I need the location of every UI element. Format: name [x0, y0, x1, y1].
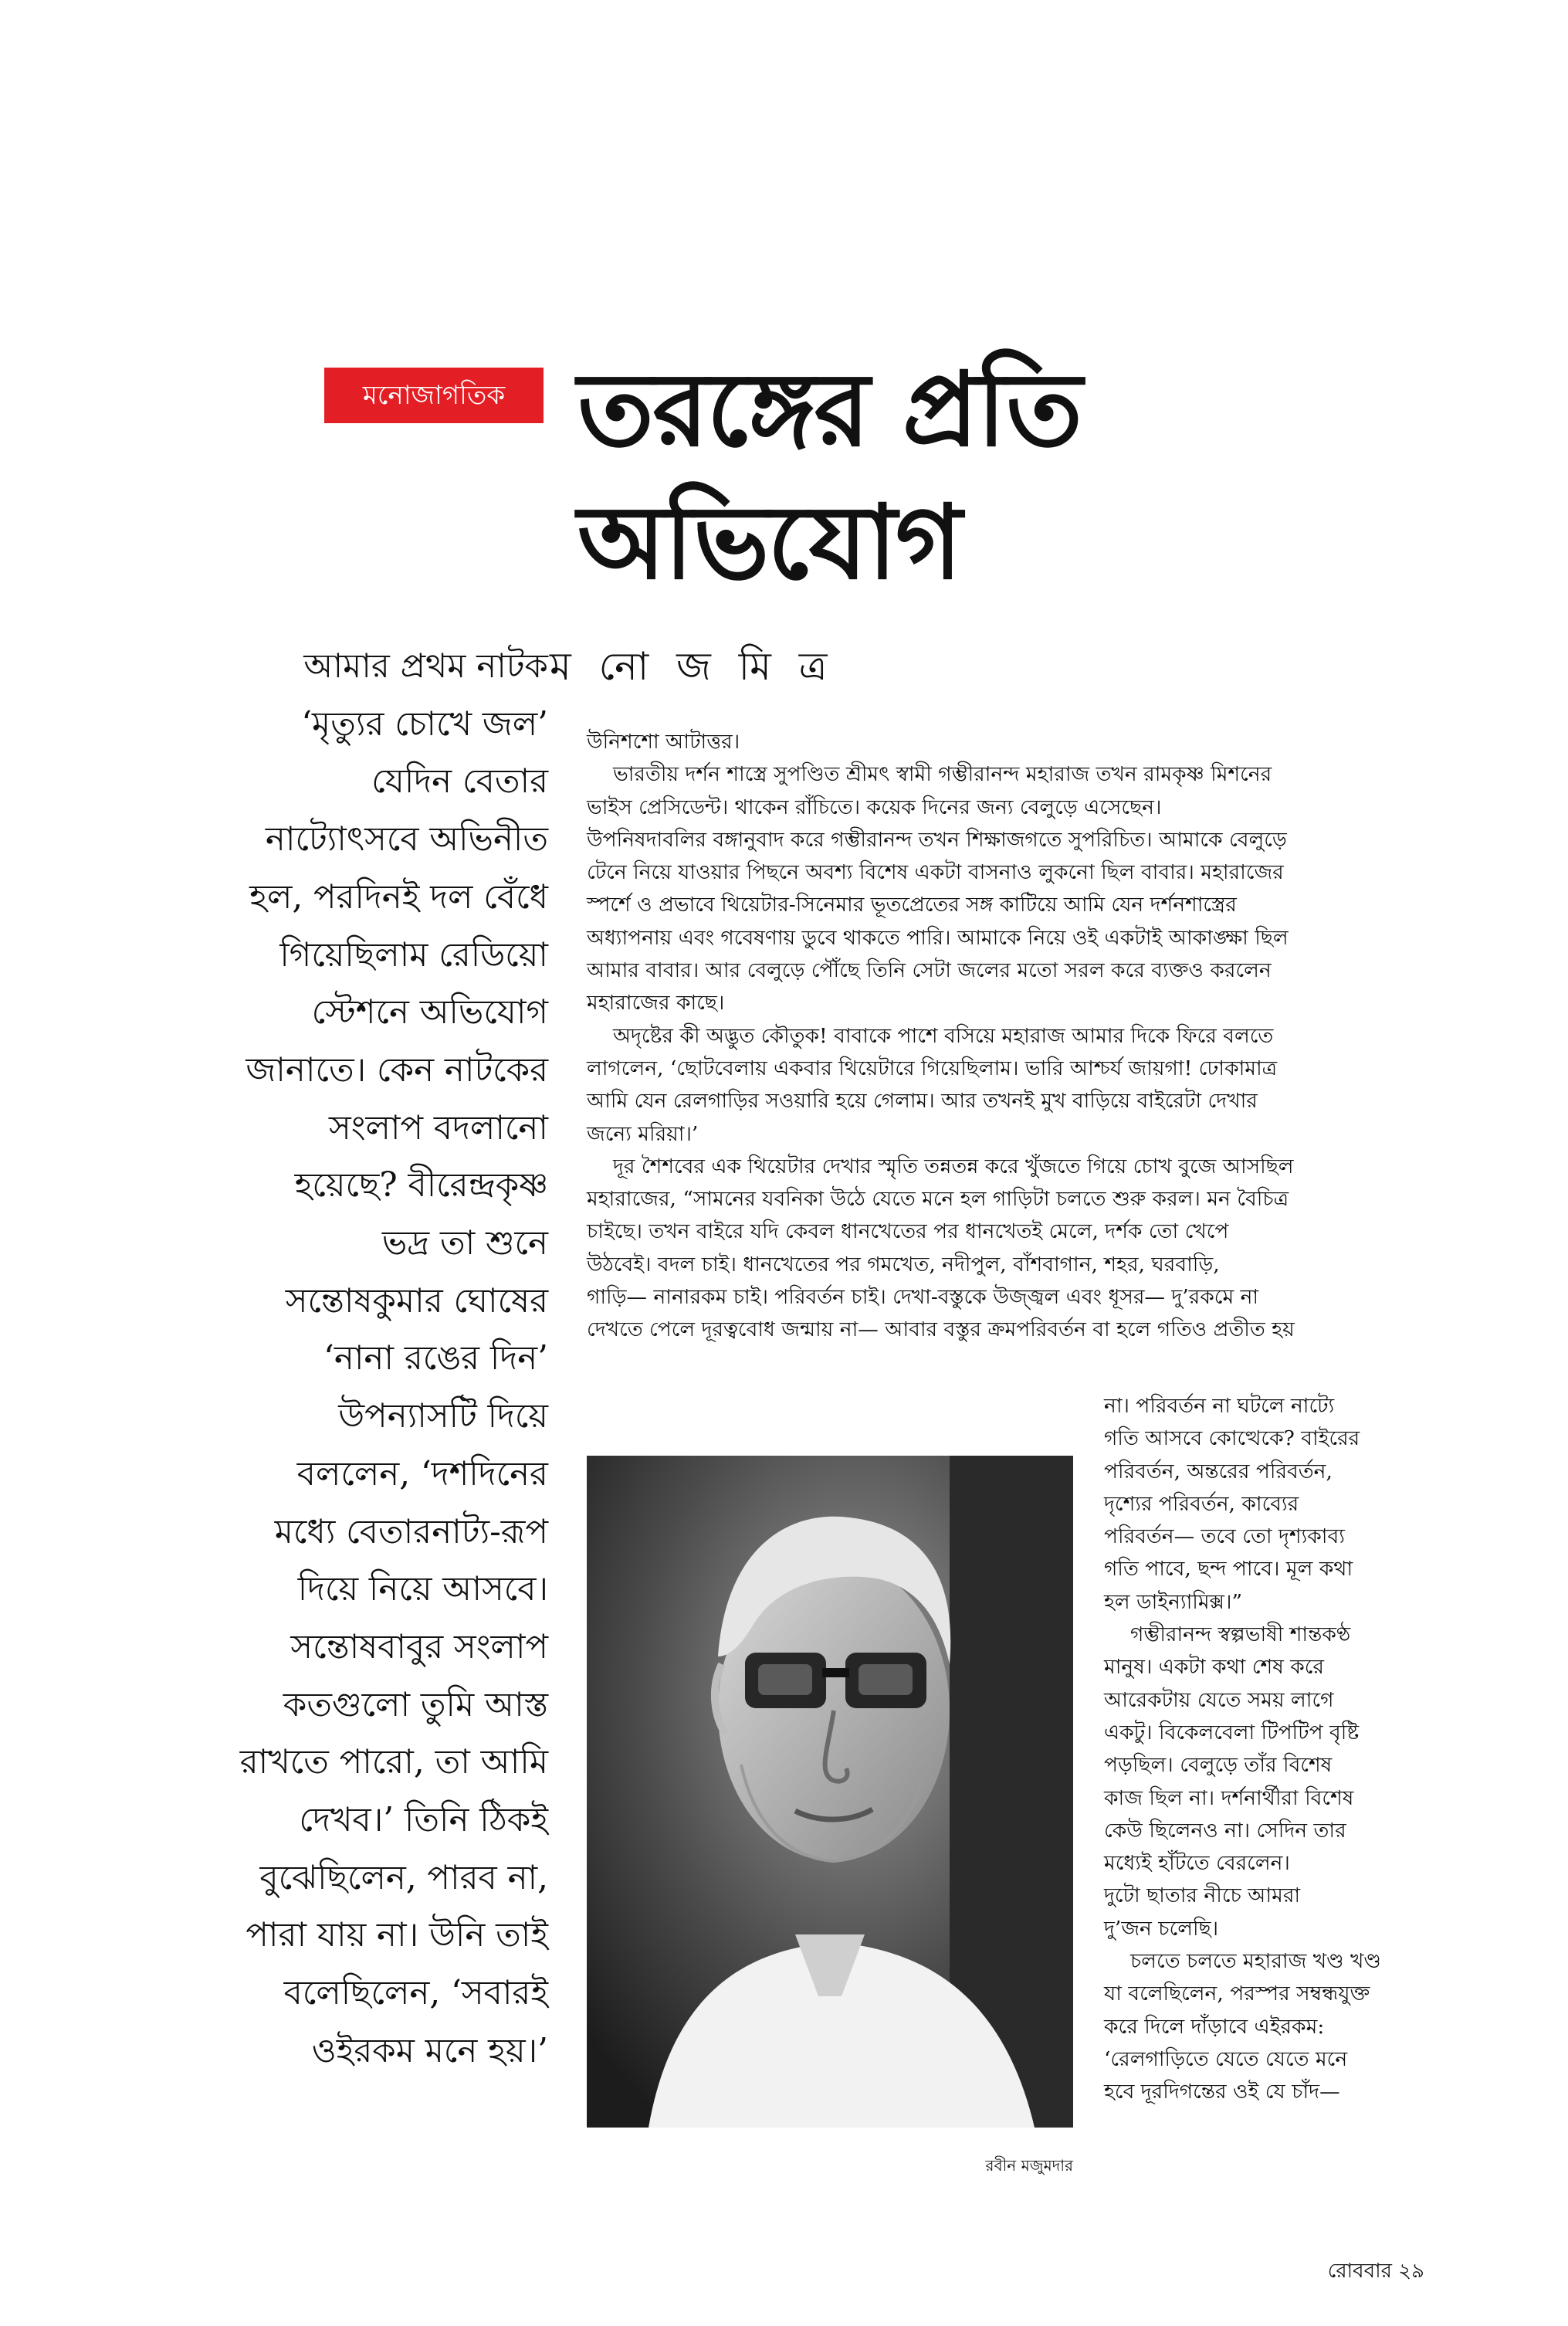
body-line: অদৃষ্টের কী অদ্ভুত কৌতুক! বাবাকে পাশে বসিয়ে মহারাজ আমার দিকে ফিরে বলতে: [613, 1023, 1274, 1048]
body-line: দু’জন চলেছি।: [1104, 1916, 1219, 1941]
body-line: ভারতীয় দর্শন শাস্ত্রে সুপণ্ডিত শ্রীমৎ স্বামী গম্ভীরানন্দ মহারাজ তখন রামকৃষ্ণ মিশনের: [613, 762, 1272, 787]
pullquote-line: স্টেশনে অভিযোগ: [311, 993, 548, 1032]
headline-line-1: তরঙ্গের প্রতি: [577, 350, 1082, 470]
body-line: মহারাজের কাছে।: [587, 991, 725, 1016]
portrait-photo: [587, 1456, 1073, 2128]
body-line: চাইছে। তখন বাইরে যদি কেবল ধানখেতের পর ধানখেতই মেলে, দর্শক তো খেপে: [587, 1219, 1229, 1244]
body-line: কেউ ছিলেনও না। সেদিন তার: [1104, 1818, 1346, 1843]
body-line: কাজ ছিল না। দর্শনার্থীরা বিশেষ: [1104, 1785, 1354, 1810]
body-line: গম্ভীরানন্দ স্বল্পভাষী শান্তকণ্ঠ: [1130, 1622, 1351, 1647]
pullquote: [154, 638, 548, 2080]
body-line: একটু। বিকেলবেলা টিপটিপ বৃষ্টি: [1104, 1720, 1360, 1744]
body-line: পড়ছিল। বেলুড়ে তাঁর বিশেষ: [1104, 1753, 1333, 1778]
body-line: গতি আসবে কোত্থেকে? বাইরের: [1104, 1426, 1360, 1451]
body-line: উঠবেই। বদল চাই। ধানখেতের পর গমখেত, নদীপুল, বাঁশবাগান, শহর, ঘরবাড়ি,: [587, 1252, 1220, 1277]
pullquote-line: সংলাপ বদলানো: [329, 1108, 548, 1148]
pullquote-line: ভদ্র তা শুনে: [381, 1224, 548, 1263]
body-line: মহারাজের, “সামনের যবনিকা উঠে যেতে মনে হল গাড়িটা চলতে শুরু করল। মন বৈচিত্র: [587, 1187, 1289, 1212]
pullquote-line: ‘মৃত্যুর চোখে জল’: [301, 704, 548, 744]
body-line: হল ডাইন্যামিক্স।”: [1104, 1589, 1243, 1614]
body-line: গতি পাবে, ছন্দ পাবে। মূল কথা: [1104, 1557, 1353, 1582]
body-line: আমি যেন রেলগাড়ির সওয়ারি হয়ে গেলাম। আর তখনই মুখ বাড়িয়ে বাইরেটা দেখার: [587, 1089, 1258, 1114]
body-line: জন্যে মরিয়া।’: [587, 1121, 699, 1146]
body-line: লাগলেন, ‘ছোটবেলায় একবার থিয়েটারে গিয়েছিলাম। ভারি আশ্চর্য জায়গা! ঢোকামাত্র: [587, 1056, 1278, 1080]
body-line: দৃশ্যের পরিবর্তন, কাব্যের: [1104, 1491, 1299, 1516]
pullquote-line: ওইরকম মনে হয়।’: [311, 2031, 548, 2070]
body-line: পরিবর্তন— তবে তো দৃশ্যকাব্য: [1104, 1524, 1345, 1549]
pullquote-line: নাট্যোৎসবে অভিনীত: [265, 820, 548, 860]
pullquote-line: আমার প্রথম নাটক: [303, 647, 548, 686]
body-line: ভাইস প্রেসিডেন্ট। থাকেন রাঁচিতে। কয়েক দিনের জন্য বেলুড়ে এসেছেন।: [587, 795, 1162, 819]
page-footer: রোববার ২৯: [1327, 2260, 1424, 2283]
portrait-illustration: [587, 1456, 1073, 2128]
body-line: দুটো ছাতার নীচে আমরা: [1104, 1884, 1301, 1908]
pullquote-line: হল, পরদিনই দল বেঁধে: [249, 877, 548, 917]
body-line: না। পরিবর্তন না ঘটলে নাট্যে: [1104, 1394, 1335, 1418]
pullquote-line: কতগুলো তুমি আস্ত: [283, 1685, 548, 1724]
body-line: অধ্যাপনায় এবং গবেষণায় ডুবে থাকতে পারি। আমাকে নিয়ে ওই একটাই আকাঙ্ক্ষা ছিল: [587, 925, 1289, 950]
pullquote-line: পারা যায় না। উনি তাই: [246, 1916, 548, 1955]
body-line: টেনে নিয়ে যাওয়ার পিছনে অবশ্য বিশেষ একটা বাসনাও লুকনো ছিল বাবার। মহারাজের: [587, 860, 1284, 885]
pullquote-line: উপন্যাসটি দিয়ে: [338, 1397, 548, 1436]
body-line: দেখতে পেলে দূরত্ববোধ জন্মায় না— আবার বস্তুর ক্রমপরিবর্তন বা হলে গতিও প্রতীত হয়: [587, 1317, 1295, 1342]
body-line: পরিবর্তন, অন্তরের পরিবর্তন,: [1104, 1459, 1333, 1483]
body-line: করে দিলে দাঁড়াবে এইরকম:: [1104, 2014, 1325, 2039]
pullquote-line: ‘নানা রঙের দিন’: [323, 1339, 548, 1378]
headline: [577, 344, 1427, 609]
pullquote-line: হয়েছে? বীরেন্দ্রকৃষ্ণ: [294, 1166, 548, 1205]
pullquote-line: দেখব।’ তিনি ঠিকই: [299, 1801, 548, 1840]
body-line: হবে দূরদিগন্তের ওই যে চাঁদ—: [1104, 2080, 1340, 2104]
body-line: আমার বাবার। আর বেলুড়ে পৌঁছে তিনি সেটা জলের মতো সরল করে ব্যক্তও করলেন: [587, 958, 1272, 983]
pullquote-line: রাখতে পারো, তা আমি: [239, 1743, 548, 1782]
pullquote-line: বললেন, ‘দশদিনের: [296, 1454, 548, 1494]
pullquote-line: সন্তোষকুমার ঘোষের: [285, 1281, 548, 1321]
pullquote-line: বলেছিলেন, ‘সবারই: [283, 1974, 548, 2013]
body-line: চলতে চলতে মহারাজ খণ্ড খণ্ড: [1130, 1949, 1381, 1974]
body-line: মধ্যেই হাঁটতে বেরলেন।: [1104, 1851, 1290, 1876]
pullquote-line: মধ্যে বেতারনাট্য-রূপ: [274, 1512, 548, 1551]
pullquote-line: যেদিন বেতার: [371, 762, 548, 802]
body-line: আরেকটায় যেতে সময় লাগে: [1104, 1687, 1334, 1712]
pullquote-line: দিয়ে নিয়ে আসবে।: [297, 1570, 548, 1609]
pullquote-line: বুঝেছিলেন, পারব না,: [259, 1858, 548, 1897]
body-line: যা বলেছিলেন, পরস্পর সম্বন্ধযুক্ত: [1104, 1982, 1370, 2006]
photo-credit: রবীন মজুমদার: [985, 2156, 1073, 2175]
body-line: স্পর্শে ও প্রভাবে থিয়েটার-সিনেমার ভূতপ্রেতের সঙ্গ কাটিয়ে আমি যেন দর্শনশাস্ত্রের: [587, 893, 1237, 917]
pullquote-line: সন্তোষবাবুর সংলাপ: [290, 1627, 548, 1667]
body-line: উপনিষদাবলির বঙ্গানুবাদ করে গম্ভীরানন্দ তখন শিক্ষাজগতে সুপরিচিত। আমাকে বেলুড়ে: [587, 827, 1287, 852]
body-line: গাড়ি— নানারকম চাই। পরিবর্তন চাই। দেখা-বস্তুকে উজ্জ্বল এবং ধূসর— দু’রকমে না: [587, 1285, 1259, 1310]
body-line: মানুষ। একটা কথা শেষ করে: [1104, 1655, 1325, 1680]
article-body: [587, 726, 1425, 1347]
body-line: উনিশশো আটাত্তর।: [587, 730, 740, 754]
headline-line-2: অভিযোগ: [577, 483, 961, 602]
body-line: ‘রেলগাড়িতে যেতে যেতে মনে: [1104, 2046, 1348, 2071]
byline: ম নো জ মি ত্র: [550, 644, 835, 689]
pullquote-line: জানাতে। কেন নাটকের: [246, 1050, 548, 1090]
article-body-narrow: [1104, 1390, 1444, 2109]
body-line: দূর শৈশবের এক থিয়েটার দেখার স্মৃতি তন্নতন্ন করে খুঁজতে গিয়ে চোখ বুজে আসছিল: [613, 1154, 1294, 1178]
section-tag: মনোজাগতিক: [324, 368, 544, 423]
pullquote-line: গিয়েছিলাম রেডিয়ো: [279, 935, 548, 975]
